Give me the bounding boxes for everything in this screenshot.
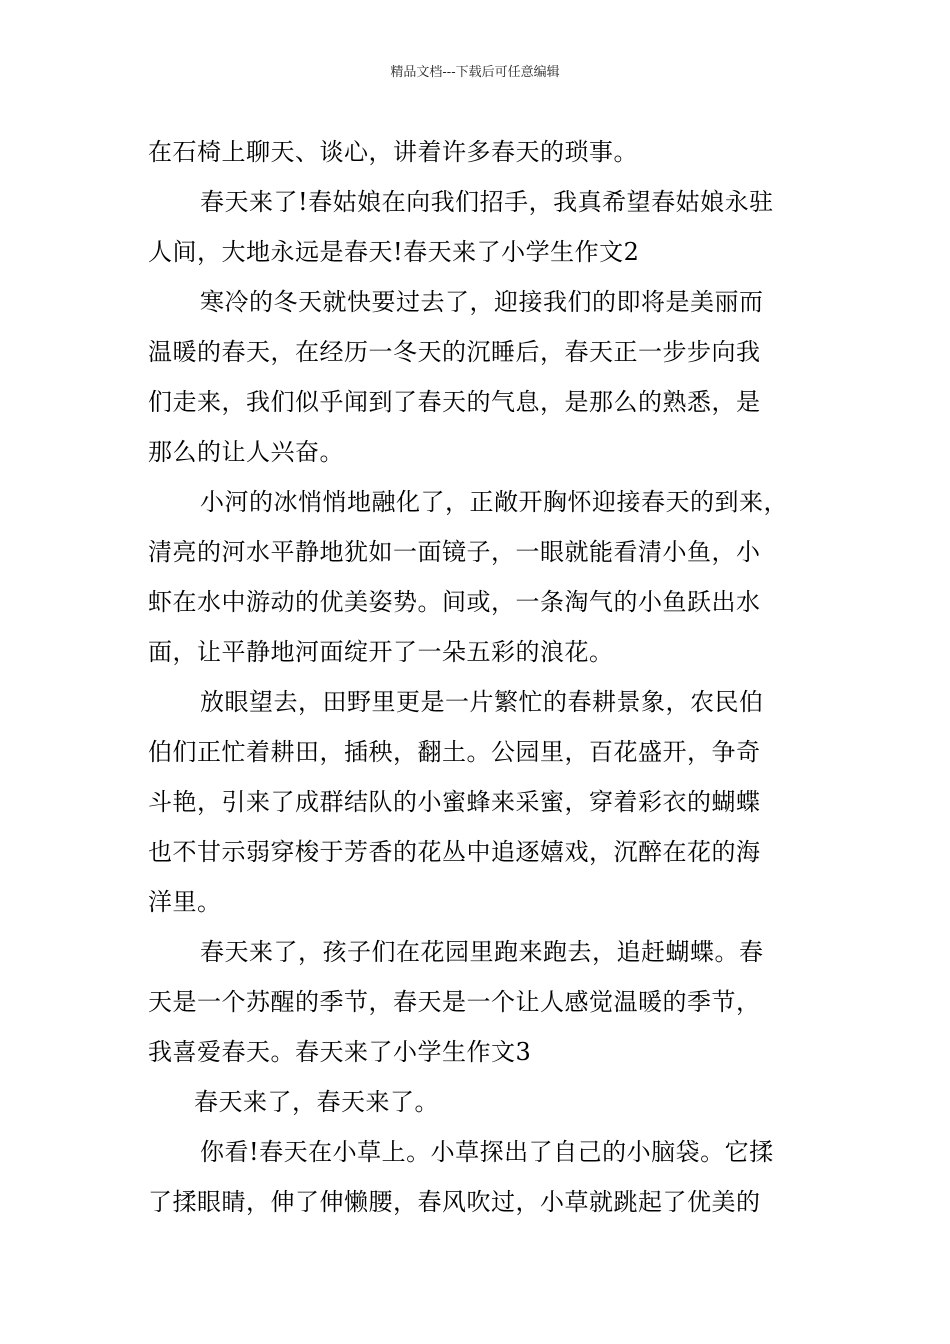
text-line: 春天来了，孩子们在花园里跑来跑去，追赶蝴蝶。春 — [200, 938, 764, 966]
text-line: 天是一个苏醒的季节，春天是一个让人感觉温暖的季节， — [148, 988, 761, 1016]
text-line: 我喜爱春天。春天来了小学生作文3 — [148, 1038, 532, 1066]
text-line: 温暖的春天，在经历一冬天的沉睡后，春天正一步步向我 — [148, 338, 761, 366]
text-line: 们走来，我们似乎闻到了春天的气息，是那么的熟悉，是 — [148, 388, 761, 416]
text-line: 人间，大地永远是春天!春天来了小学生作文2 — [148, 238, 640, 266]
text-line: 虾在水中游动的优美姿势。间或，一条淘气的小鱼跃出水 — [148, 588, 761, 616]
document-body — [148, 127, 828, 1227]
text-line: 寒冷的冬天就快要过去了，迎接我们的即将是美丽而 — [200, 288, 764, 316]
text-line: 在石椅上聊天、谈心，讲着许多春天的琐事。 — [148, 138, 638, 166]
text-line: 了揉眼睛，伸了伸懒腰，春风吹过，小草就跳起了优美的 — [148, 1188, 761, 1216]
text-line: 伯们正忙着耕田，插秧，翻土。公园里，百花盛开，争奇 — [148, 738, 761, 766]
text-line: 面，让平静地河面绽开了一朵五彩的浪花。 — [148, 638, 614, 666]
text-line: 也不甘示弱穿梭于芳香的花丛中追逐嬉戏，沉醉在花的海 — [148, 838, 761, 866]
text-line: 春天来了!春姑娘在向我们招手，我真希望春姑娘永驻 — [200, 188, 774, 216]
text-line: 清亮的河水平静地犹如一面镜子，一眼就能看清小鱼，小 — [148, 538, 761, 566]
text-line: 那么的让人兴奋。 — [148, 438, 344, 466]
text-line: 你看!春天在小草上。小草探出了自己的小脑袋。它揉 — [200, 1138, 774, 1166]
text-line: 洋里。 — [148, 888, 222, 916]
text-line: 小河的冰悄悄地融化了，正敞开胸怀迎接春天的到来， — [200, 488, 788, 516]
text-line: 放眼望去，田野里更是一片繁忙的春耕景象，农民伯 — [200, 688, 764, 716]
page-header: 精品文档---下载后可任意编辑 — [390, 65, 560, 80]
text-line: 春天来了，春天来了。 — [194, 1088, 439, 1116]
text-line: 斗艳，引来了成群结队的小蜜蜂来采蜜，穿着彩衣的蝴蝶 — [148, 788, 761, 816]
